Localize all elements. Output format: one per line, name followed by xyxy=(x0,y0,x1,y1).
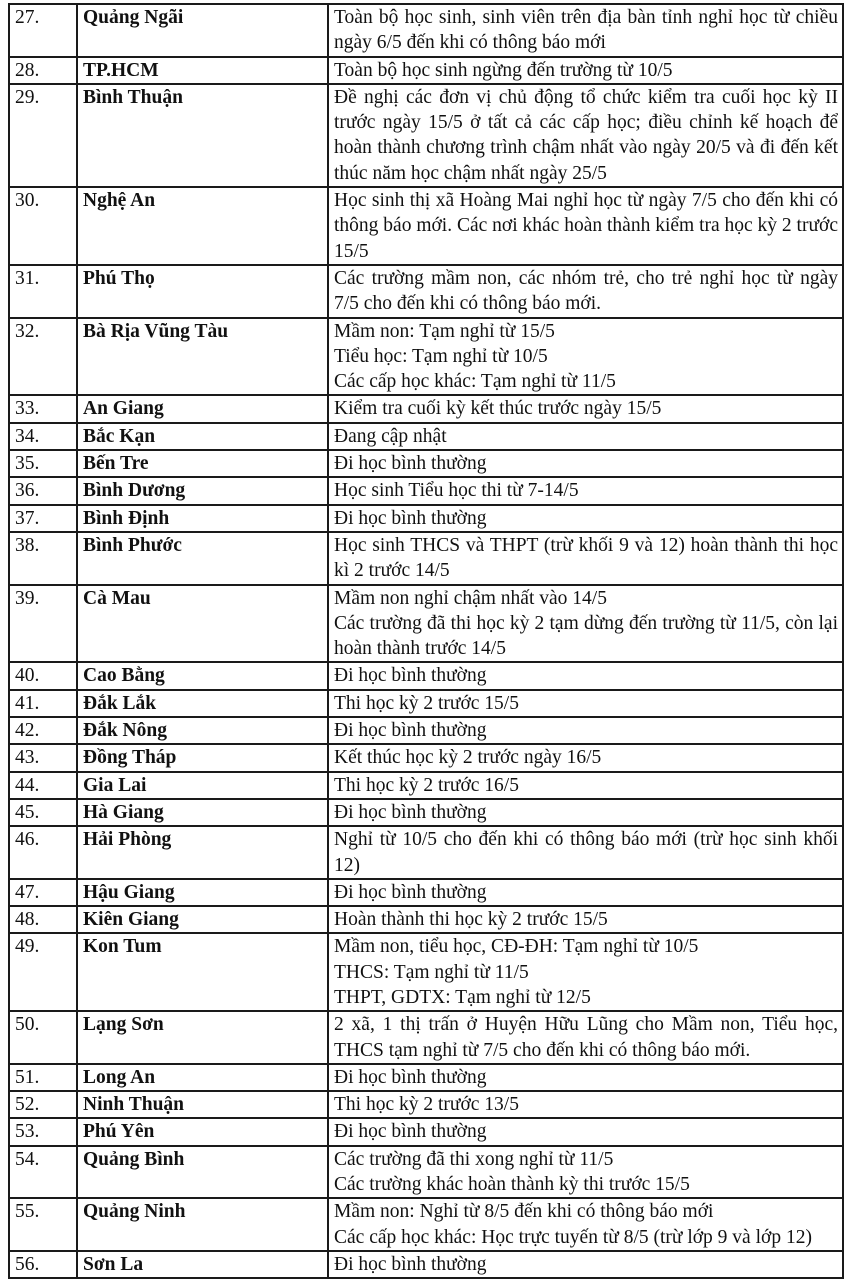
status-note xyxy=(328,505,843,532)
status-note xyxy=(328,187,843,265)
status-note-line: Đi học bình thường xyxy=(334,801,487,823)
province-name: Cao Bằng xyxy=(77,662,328,689)
status-note-line: Toàn bộ học sinh ngừng đến trường từ 10/5 xyxy=(334,59,673,81)
row-number: 47. xyxy=(9,879,77,906)
status-note-line: Nghỉ từ 10/5 cho đến khi có thông báo mới (trừ học sinh khối 12) xyxy=(334,829,838,876)
province-name: Hậu Giang xyxy=(77,879,328,906)
status-note-line: Đi học bình thường xyxy=(334,720,487,742)
row-number: 37. xyxy=(9,505,77,532)
status-note-line: Các trường đã thi xong nghỉ từ 11/5 xyxy=(334,1148,614,1170)
status-note-line: THCS: Tạm nghỉ từ 11/5 xyxy=(334,961,529,983)
row-number: 27. xyxy=(9,4,77,57)
table-row xyxy=(9,1118,843,1145)
table-row xyxy=(9,744,843,771)
status-note xyxy=(328,1091,843,1118)
status-note-line: Học sinh thị xã Hoàng Mai nghỉ học từ ngày 7/5 cho đến khi có thông báo mới. Các nơi khác hoàn thành kiểm tra học kỳ 2 trước 15/5 xyxy=(334,190,838,262)
status-note-line: 2 xã, 1 thị trấn ở Huyện Hữu Lũng cho Mầm non, Tiểu học, THCS tạm nghỉ từ 7/5 cho đến khi có thông báo mới. xyxy=(334,1014,838,1061)
province-name: Hà Giang xyxy=(77,799,328,826)
status-note xyxy=(328,1118,843,1145)
table-row xyxy=(9,1146,843,1199)
status-note xyxy=(328,1251,843,1278)
province-name: Đồng Tháp xyxy=(77,744,328,771)
table-row xyxy=(9,477,843,504)
row-number: 43. xyxy=(9,744,77,771)
province-name: Kiên Giang xyxy=(77,906,328,933)
table-row xyxy=(9,505,843,532)
status-note-line: Các trường mầm non, các nhóm trẻ, cho trẻ nghỉ học từ ngày 7/5 cho đến khi có thông báo mới. xyxy=(334,267,838,315)
row-number: 52. xyxy=(9,1091,77,1118)
row-number: 54. xyxy=(9,1146,77,1199)
province-name: TP.HCM xyxy=(77,57,328,84)
status-note xyxy=(328,318,843,396)
status-note xyxy=(328,1146,843,1199)
table-row xyxy=(9,395,843,422)
status-note-line: Đi học bình thường xyxy=(334,1121,487,1143)
row-number: 39. xyxy=(9,585,77,663)
table-row xyxy=(9,933,843,1011)
table-row xyxy=(9,717,843,744)
status-note xyxy=(328,717,843,744)
row-number: 29. xyxy=(9,84,77,187)
row-number: 46. xyxy=(9,826,77,879)
status-note-line: Các cấp học khác: Tạm nghỉ từ 11/5 xyxy=(334,371,616,393)
status-note xyxy=(328,450,843,477)
status-note-line: Mầm non, tiểu học, CĐ-ĐH: Tạm nghỉ từ 10/5 xyxy=(334,936,699,958)
province-name: Bình Phước xyxy=(77,532,328,585)
status-note xyxy=(328,799,843,826)
table-row xyxy=(9,1011,843,1064)
row-number: 38. xyxy=(9,532,77,585)
province-name: Phú Thọ xyxy=(77,265,328,318)
row-number: 49. xyxy=(9,933,77,1011)
status-note xyxy=(328,395,843,422)
province-name: Bà Rịa Vũng Tàu xyxy=(77,318,328,396)
row-number: 36. xyxy=(9,477,77,504)
status-note-line: Đi học bình thường xyxy=(334,1253,487,1275)
status-note xyxy=(328,585,843,663)
status-note-line: Kiểm tra cuối kỳ kết thúc trước ngày 15/5 xyxy=(334,398,662,420)
table-row xyxy=(9,1064,843,1091)
status-note xyxy=(328,1011,843,1064)
row-number: 34. xyxy=(9,423,77,450)
row-number: 31. xyxy=(9,265,77,318)
status-note xyxy=(328,662,843,689)
status-note-line: Thi học kỳ 2 trước 15/5 xyxy=(334,692,519,714)
province-name: Đắk Nông xyxy=(77,717,328,744)
province-name: Bình Dương xyxy=(77,477,328,504)
status-note xyxy=(328,933,843,1011)
status-note-line: THPT, GDTX: Tạm nghỉ từ 12/5 xyxy=(334,986,591,1008)
row-number: 41. xyxy=(9,690,77,717)
table-row xyxy=(9,662,843,689)
status-note-line: Đi học bình thường xyxy=(334,453,487,475)
table-row xyxy=(9,772,843,799)
row-number: 40. xyxy=(9,662,77,689)
status-note-line: Đi học bình thường xyxy=(334,881,487,903)
table-row xyxy=(9,57,843,84)
status-note xyxy=(328,57,843,84)
status-note xyxy=(328,1198,843,1251)
province-name: Bắc Kạn xyxy=(77,423,328,450)
table-row xyxy=(9,1198,843,1251)
table-row xyxy=(9,690,843,717)
province-name: Bến Tre xyxy=(77,450,328,477)
row-number: 32. xyxy=(9,318,77,396)
status-note-line: Các trường đã thi học kỳ 2 tạm dừng đến trường từ 11/5, còn lại hoàn thành trước 14/5 xyxy=(334,612,838,660)
province-name: Nghệ An xyxy=(77,187,328,265)
status-note-line: Các trường khác hoàn thành kỳ thi trước 15/5 xyxy=(334,1174,690,1196)
status-note-line: Đề nghị các đơn vị chủ động tổ chức kiểm tra cuối học kỳ II trước ngày 15/5 ở tất cả các cấp học; điều chỉnh kế hoạch để hoàn thành chương trình chậm nhất vào ngày 20/5 và đi đến kết thúc năm học chậm nhất ngày 25/5 xyxy=(334,86,838,184)
row-number: 33. xyxy=(9,395,77,422)
status-note xyxy=(328,826,843,879)
status-note-line: Thi học kỳ 2 trước 13/5 xyxy=(334,1094,519,1116)
row-number: 35. xyxy=(9,450,77,477)
status-note xyxy=(328,423,843,450)
status-note-line: Hoàn thành thi học kỳ 2 trước 15/5 xyxy=(334,909,608,931)
row-number: 55. xyxy=(9,1198,77,1251)
table-row xyxy=(9,1251,843,1278)
table-row xyxy=(9,906,843,933)
row-number: 48. xyxy=(9,906,77,933)
status-note-line: Học sinh THCS và THPT (trừ khối 9 và 12) hoàn thành thi học kì 2 trước 14/5 xyxy=(334,534,838,582)
status-note-line: Mầm non nghỉ chậm nhất vào 14/5 xyxy=(334,587,607,609)
status-note xyxy=(328,906,843,933)
province-name: Quảng Ninh xyxy=(77,1198,328,1251)
province-name: Long An xyxy=(77,1064,328,1091)
row-number: 28. xyxy=(9,57,77,84)
province-name: An Giang xyxy=(77,395,328,422)
table-row xyxy=(9,1091,843,1118)
status-note-line: Mầm non: Tạm nghỉ từ 15/5 xyxy=(334,320,555,342)
status-note xyxy=(328,84,843,187)
province-name: Cà Mau xyxy=(77,585,328,663)
table-row xyxy=(9,826,843,879)
table-row xyxy=(9,84,843,187)
province-name: Hải Phòng xyxy=(77,826,328,879)
province-name: Bình Thuận xyxy=(77,84,328,187)
row-number: 44. xyxy=(9,772,77,799)
table-row xyxy=(9,532,843,585)
province-name: Kon Tum xyxy=(77,933,328,1011)
status-note-line: Học sinh Tiểu học thi từ 7-14/5 xyxy=(334,480,579,502)
table-row xyxy=(9,585,843,663)
province-name: Sơn La xyxy=(77,1251,328,1278)
province-school-status-table xyxy=(8,3,844,1279)
status-note xyxy=(328,690,843,717)
province-name: Quảng Bình xyxy=(77,1146,328,1199)
row-number: 45. xyxy=(9,799,77,826)
table-body xyxy=(9,4,843,1278)
row-number: 53. xyxy=(9,1118,77,1145)
province-name: Gia Lai xyxy=(77,772,328,799)
status-note xyxy=(328,772,843,799)
status-note-line: Mầm non: Nghỉ từ 8/5 đến khi có thông báo mới xyxy=(334,1201,714,1223)
status-note xyxy=(328,477,843,504)
status-note xyxy=(328,265,843,318)
row-number: 30. xyxy=(9,187,77,265)
province-name: Bình Định xyxy=(77,505,328,532)
status-note xyxy=(328,879,843,906)
status-note xyxy=(328,532,843,585)
table-row xyxy=(9,423,843,450)
status-note-line: Tiểu học: Tạm nghỉ từ 10/5 xyxy=(334,345,548,367)
status-note-line: Các cấp học khác: Học trực tuyến từ 8/5 (trừ lớp 9 và lớp 12) xyxy=(334,1226,812,1248)
status-note xyxy=(328,744,843,771)
status-note-line: Đi học bình thường xyxy=(334,665,487,687)
row-number: 42. xyxy=(9,717,77,744)
province-name: Quảng Ngãi xyxy=(77,4,328,57)
status-note-line: Thi học kỳ 2 trước 16/5 xyxy=(334,774,519,796)
row-number: 50. xyxy=(9,1011,77,1064)
province-name: Ninh Thuận xyxy=(77,1091,328,1118)
table-row xyxy=(9,799,843,826)
table-row xyxy=(9,4,843,57)
province-name: Lạng Sơn xyxy=(77,1011,328,1064)
status-note xyxy=(328,1064,843,1091)
province-name: Phú Yên xyxy=(77,1118,328,1145)
status-note-line: Đang cập nhật xyxy=(334,425,447,447)
table-row xyxy=(9,187,843,265)
status-note xyxy=(328,4,843,57)
table-row xyxy=(9,318,843,396)
status-note-line: Đi học bình thường xyxy=(334,1066,487,1088)
row-number: 56. xyxy=(9,1251,77,1278)
table-row xyxy=(9,265,843,318)
status-note-line: Kết thúc học kỳ 2 trước ngày 16/5 xyxy=(334,747,602,769)
status-note-line: Toàn bộ học sinh, sinh viên trên địa bàn tỉnh nghỉ học từ chiều ngày 6/5 đến khi có thông báo mới xyxy=(334,7,838,54)
province-name: Đắk Lắk xyxy=(77,690,328,717)
row-number: 51. xyxy=(9,1064,77,1091)
status-note-line: Đi học bình thường xyxy=(334,507,487,529)
table-row xyxy=(9,450,843,477)
table-row xyxy=(9,879,843,906)
